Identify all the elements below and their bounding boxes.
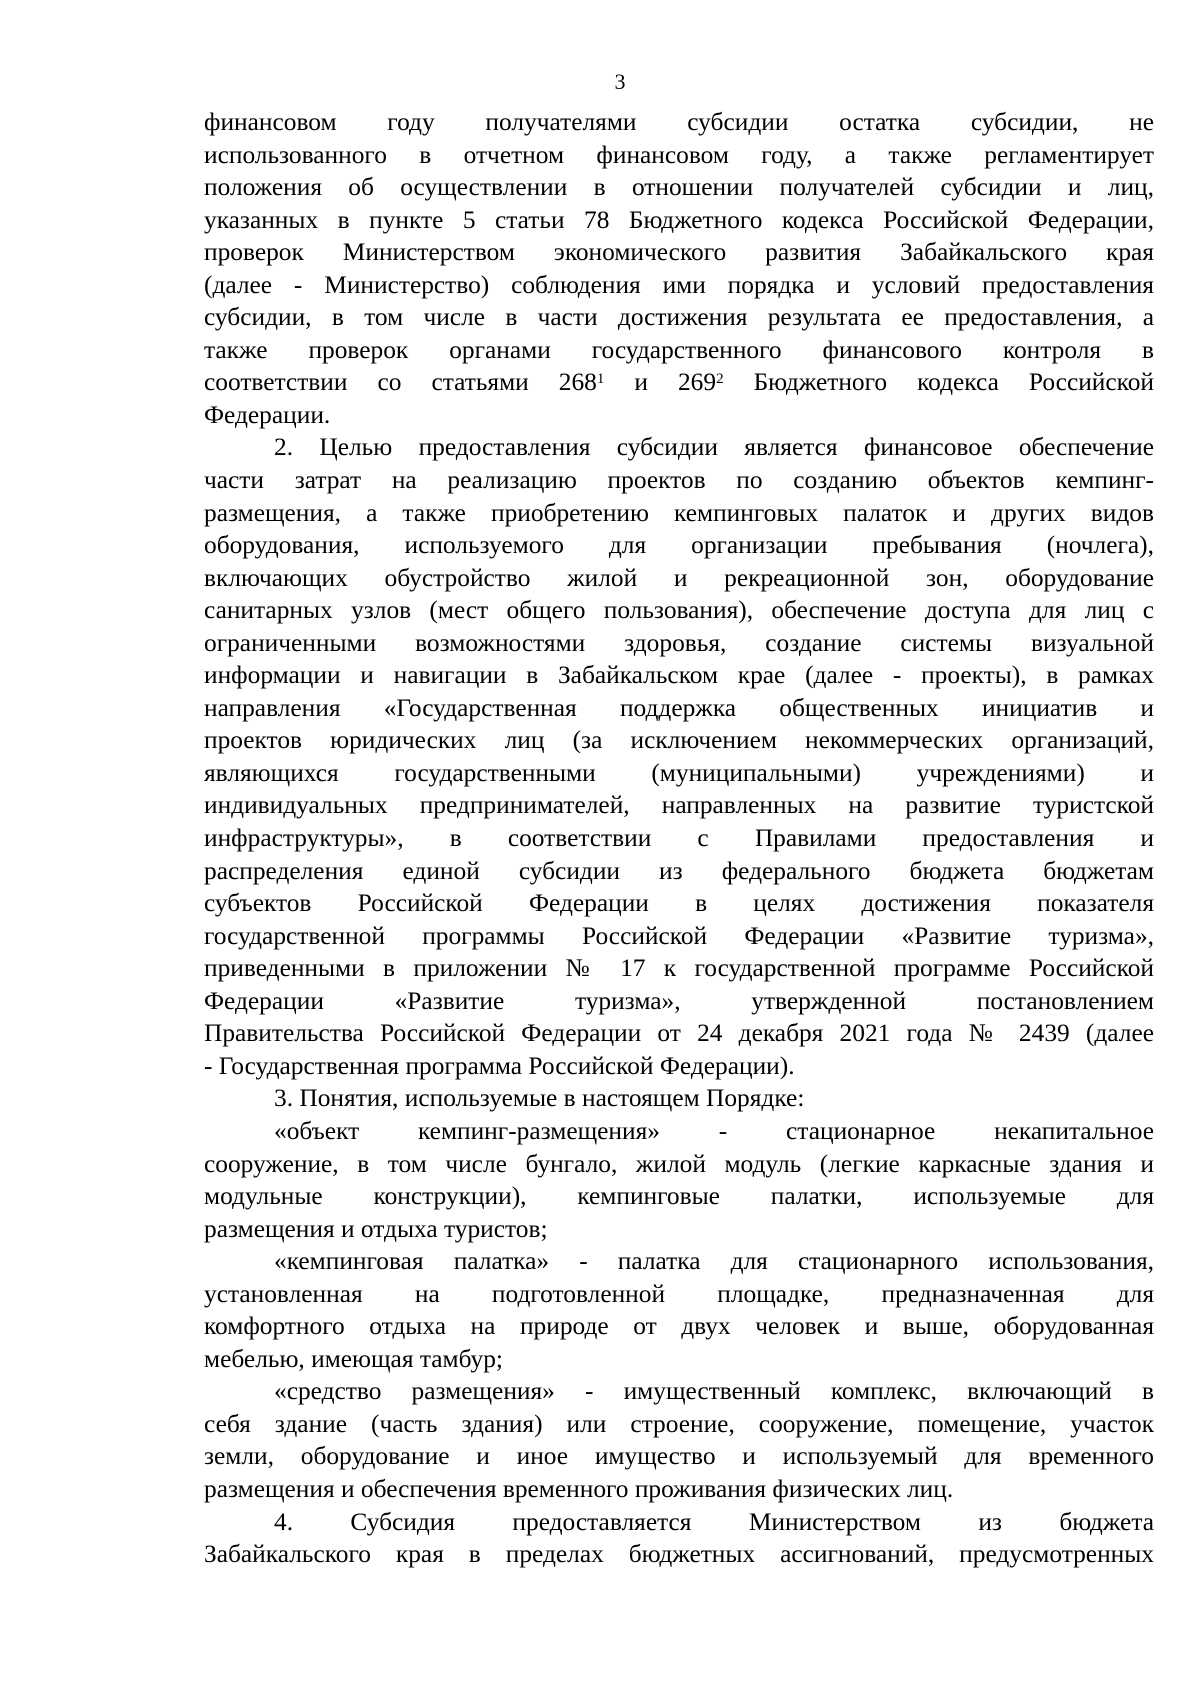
text-line: государственной программы Российской Федерации «Развитие туризма»,: [204, 921, 1154, 950]
text-line: Правительства Российской Федерации от 24 декабря 2021 года № 2439 (далее: [204, 1019, 1154, 1048]
text-line: Федерации.: [204, 400, 331, 429]
text-line: положения об осуществлении в отношении получателей субсидии и лиц,: [204, 173, 1154, 202]
text-line: субсидии, в том числе в части достижения результата ее предоставления, а: [204, 303, 1154, 332]
superscript: 1: [596, 370, 605, 387]
text-line: 3. Понятия, используемые в настоящем Порядке:: [274, 1084, 805, 1113]
text-line: ограниченными возможностями здоровья, создание системы визуальной: [204, 628, 1154, 657]
text-line: являющихся государственными (муниципальными) учреждениями) и: [204, 758, 1154, 787]
text-line: себя здание (часть здания) или строение, сооружение, помещение, участок: [204, 1409, 1154, 1438]
text-line: «средство размещения» - имущественный комплекс, включающий в: [274, 1377, 1154, 1406]
text-line: части затрат на реализацию проектов по созданию объектов кемпинг-: [204, 466, 1154, 495]
text-line: Забайкальского края в пределах бюджетных ассигнований, предусмотренных: [204, 1540, 1154, 1569]
text-line: указанных в пункте 5 статьи 78 Бюджетного кодекса Российской Федерации,: [204, 205, 1154, 234]
text-line: (далее - Министерство) соблюдения ими порядка и условий предоставления: [204, 270, 1154, 299]
text-line: направления «Государственная поддержка общественных инициатив и: [204, 693, 1154, 722]
text-line: информации и навигации в Забайкальском крае (далее - проекты), в рамках: [204, 661, 1154, 690]
text-line: 2. Целью предоставления субсидии является финансовое обеспечение: [274, 433, 1154, 462]
text-line: 4. Субсидия предоставляется Министерством из бюджета: [274, 1507, 1154, 1536]
text-line: субъектов Российской Федерации в целях достижения показателя: [204, 889, 1154, 918]
text-line: «кемпинговая палатка» - палатка для стационарного использования,: [274, 1247, 1154, 1276]
text-line: индивидуальных предпринимателей, направленных на развитие туристской: [204, 791, 1154, 820]
text-line: размещения и обеспечения временного проживания физических лиц.: [204, 1474, 954, 1503]
document-body: [204, 106, 1154, 1571]
text-line: комфортного отдыха на природе от двух человек и выше, оборудованная: [204, 1312, 1154, 1341]
text-segment: и 269: [604, 368, 717, 397]
text-line: - Государственная программа Российской Федерации).: [204, 1051, 795, 1080]
text-line: оборудования, используемого для организации пребывания (ночлега),: [204, 531, 1154, 560]
text-line: распределения единой субсидии из федерального бюджета бюджетам: [204, 856, 1154, 885]
text-line: приведенными в приложении № 17 к государственной программе Российской: [204, 954, 1154, 983]
text-line: санитарных узлов (мест общего пользования), обеспечение доступа для лиц с: [204, 596, 1154, 625]
text-line: модульные конструкции), кемпинговые палатки, используемые для: [204, 1182, 1154, 1211]
text-line: использованного в отчетном финансовом году, а также регламентирует: [204, 140, 1154, 169]
text-line: включающих обустройство жилой и рекреационной зон, оборудование: [204, 563, 1154, 592]
text-line: установленная на подготовленной площадке, предназначенная для: [204, 1279, 1154, 1308]
text-line: проектов юридических лиц (за исключением некоммерческих организаций,: [204, 726, 1154, 755]
text-line: мебелью, имеющая тамбур;: [204, 1344, 503, 1373]
text-line: размещения и отдыха туристов;: [204, 1214, 548, 1243]
text-line: инфраструктуры», в соответствии с Правилами предоставления и: [204, 824, 1154, 853]
text-line: сооружение, в том числе бунгало, жилой модуль (легкие каркасные здания и: [204, 1149, 1154, 1178]
text-line: проверок Министерством экономического развития Забайкальского края: [204, 238, 1154, 267]
text-line: финансовом году получателями субсидии остатка субсидии, не: [204, 108, 1154, 136]
text-line: земли, оборудование и иное имущество и используемый для временного: [204, 1442, 1154, 1471]
text-segment: Бюджетного кодекса Российской: [723, 368, 1154, 397]
superscript: 2: [716, 370, 724, 387]
text-line: «объект кемпинг-размещения» - стационарное некапитальное: [274, 1116, 1154, 1145]
page-number: 3: [614, 69, 626, 94]
text-line: размещения, а также приобретению кемпинговых палаток и других видов: [204, 498, 1154, 527]
text-line: [204, 366, 1154, 399]
text-line: Федерации «Развитие туризма», утвержденной постановлением: [204, 986, 1154, 1015]
text-segment: соответствии со статьями 268: [204, 368, 597, 397]
text-line: также проверок органами государственного финансового контроля в: [204, 335, 1154, 364]
